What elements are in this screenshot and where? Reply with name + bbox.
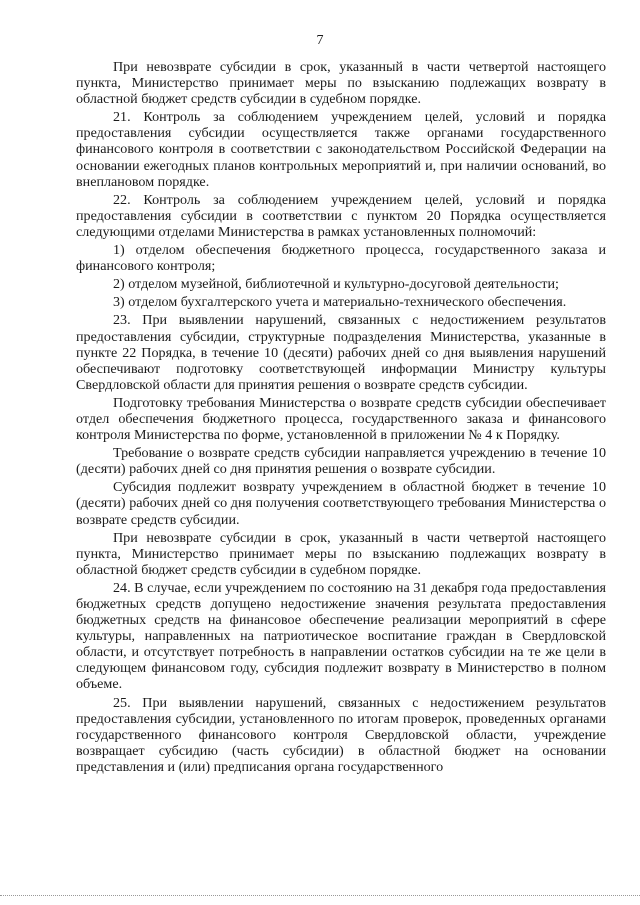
paragraph-24: 24. В случае, если учреждением по состоянию на 31 декабря года предоставления бюджетных средств допущено недостижение значения результата предоставления бюджетных средств на финансовое обеспечение реализации мероприятий в сфере культуры, направленных на патриотическое воспитание граждан в Свердловской области, и отсутствует потребность в направлении остатков субсидии на те же цели в следующем финансовом году, субсидия подлежит возврату в Министерство в полном объеме. bbox=[76, 579, 606, 693]
paragraph-22: 22. Контроль за соблюдением учреждением целей, условий и порядка предоставления субсидии в соответствии с пунктом 20 Порядка осуществляется следующими отделами Министерства в рамках установленных полномочий: bbox=[76, 191, 606, 240]
paragraph-20-part5: При невозврате субсидии в срок, указанный в части четвертой настоящего пункта, Министерство принимает меры по взысканию подлежащих возврату в областной бюджет средств субсидии в судебном порядке. bbox=[76, 59, 606, 108]
paragraph-22-item-1: 1) отделом обеспечения бюджетного процесса, государственного заказа и финансового контроля; bbox=[76, 242, 606, 275]
footer-divider bbox=[0, 895, 640, 896]
paragraph-23-part3: Требование о возврате средств субсидии направляется учреждению в течение 10 (десяти) рабочих дней со дня принятия решения о возврате субсидии. bbox=[76, 445, 606, 478]
paragraph-23-part4: Субсидия подлежит возврату учреждением в областной бюджет в течение 10 (десяти) рабочих дней со дня получения соответствующего требования Министерства о возврате средств субсидии. bbox=[76, 479, 606, 528]
page-number: 7 bbox=[316, 33, 324, 48]
paragraph-21: 21. Контроль за соблюдением учреждением целей, условий и порядка предоставления субсидии осуществляется также органами государственного финансового контроля в соответствии с законодательством Российской Федерации на основании ежегодных планов контрольных мероприятий и, при наличии оснований, во внеплановом порядке. bbox=[76, 109, 606, 190]
paragraph-22-item-3: 3) отделом бухгалтерского учета и материально-технического обеспечения. bbox=[113, 294, 567, 311]
paragraph-23-part2: Подготовку требования Министерства о возврате средств субсидии обеспечивает отдел обеспечения бюджетного процесса, государственного заказа и финансового контроля Министерства по форме, установленной в приложении № 4 к Порядку. bbox=[76, 394, 606, 444]
paragraph-23-part5: При невозврате субсидии в срок, указанный в части четвертой настоящего пункта, Министерство принимает меры по взысканию подлежащих возврату в областной бюджет средств субсидии в судебном порядке. bbox=[76, 529, 606, 578]
paragraph-23: 23. При выявлении нарушений, связанных с недостижением результатов предоставления субсидии, структурные подразделения Министерства, указанные в пункте 22 Порядка, в течение 10 (десяти) рабочих дней со дня выявления нарушений обеспечивают подготовку соответствующей информации Министру культуры Свердловской области для принятия решения о возврате средств субсидии. bbox=[76, 312, 606, 393]
document-body bbox=[76, 59, 606, 777]
paragraph-22-item-2: 2) отделом музейной, библиотечной и культурно-досуговой деятельности; bbox=[113, 276, 559, 293]
paragraph-25: 25. При выявлении нарушений, связанных с недостижением результатов предоставления субсидии, установленного по итогам проверок, проведенных органами государственного финансового контроля Свердловской области, учреждение возвращает субсидию (часть субсидии) в областной бюджет на основании представления и (или) предписания органа государственного bbox=[76, 694, 606, 775]
